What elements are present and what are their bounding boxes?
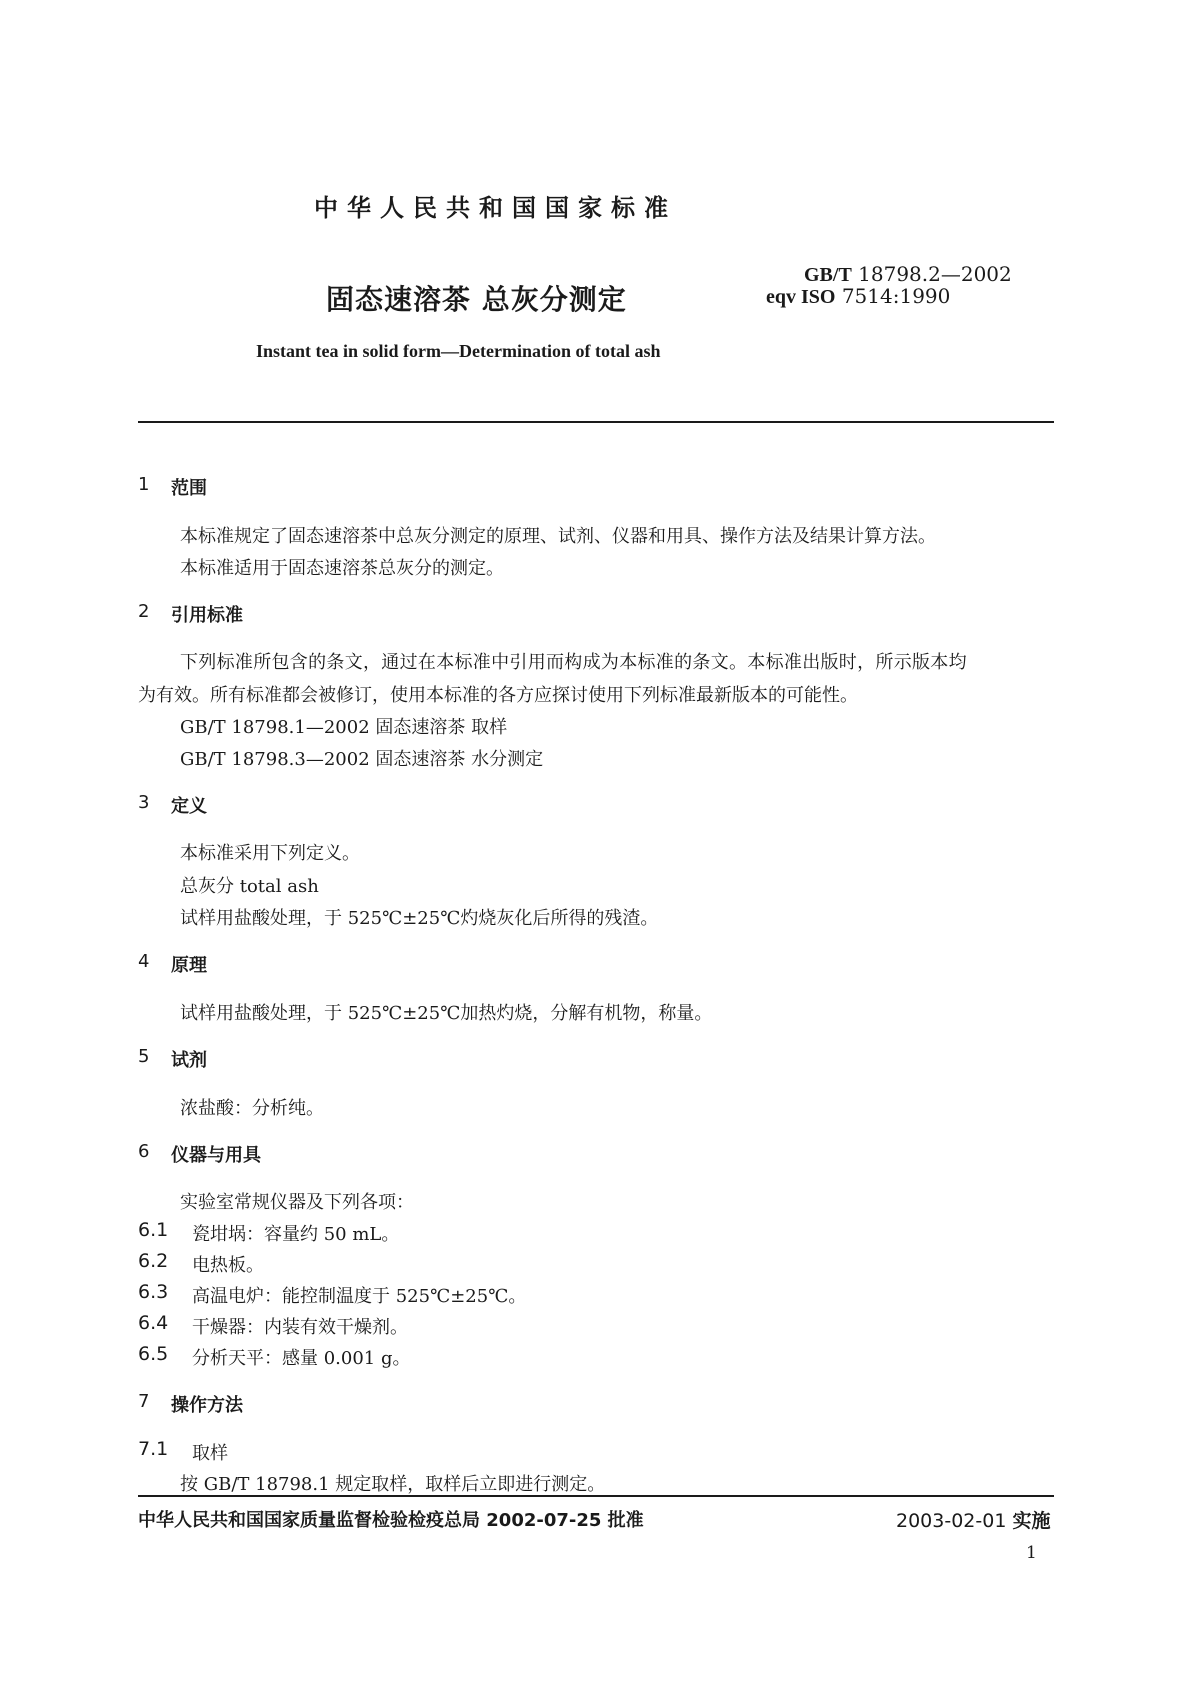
effective-label: 实施 [1012,1510,1051,1532]
section-3-number: 3 [138,792,150,813]
section-5-title: 试剂 [171,1050,207,1071]
standard-code-number: 18798.2—2002 [858,262,1012,286]
section-7-number: 7 [138,1391,150,1412]
equivalent-code-number: 7514:1990 [841,284,951,308]
section-3-paragraph: 本标准采用下列定义。 [180,843,360,864]
section-1-title: 范围 [171,478,207,499]
item-number: 6.5 [138,1343,169,1365]
section-1-paragraph-1: 本标准规定了固态速溶茶中总灰分测定的原理、试剂、仪器和用具、操作方法及结果计算方法。 [180,526,936,547]
equivalent-standard-code [766,284,950,309]
list-item: 瓷坩埚：容量约 50 mL。 [192,1224,400,1245]
list-item: 分析天平：感量 0.001 g。 [192,1348,411,1369]
definition-term: 总灰分 total ash [180,876,319,897]
document-title: 固态速溶茶 总灰分测定 [326,283,627,316]
section-2-title: 引用标准 [171,605,243,626]
footer-divider [138,1495,1054,1497]
section-2-paragraph-line-1: 下列标准所包含的条文，通过在本标准中引用而构成为本标准的条文。本标准出版时，所示版本均 [180,652,967,673]
standard-code-prefix: GB/T [804,264,852,286]
section-5-number: 5 [138,1046,150,1067]
subsection-7-1-number: 7.1 [138,1438,169,1460]
effective-date: 2003-02-01 [896,1510,1007,1532]
section-7-title: 操作方法 [171,1395,243,1416]
section-2-number: 2 [138,601,150,622]
section-6-title: 仪器与用具 [171,1145,261,1166]
definition-text: 试样用盐酸处理，于 525℃±25℃灼烧灰化后所得的残渣。 [180,908,659,929]
section-4-paragraph: 试样用盐酸处理，于 525℃±25℃加热灼烧，分解有机物，称量。 [180,1003,713,1024]
section-5-paragraph: 浓盐酸：分析纯。 [180,1098,324,1119]
national-standard-heading: 中华人民共和国国家标准 [314,194,677,222]
list-item: 高温电炉：能控制温度于 525℃±25℃。 [192,1286,527,1307]
subsection-7-1-paragraph: 按 GB/T 18798.1 规定取样，取样后立即进行测定。 [180,1474,606,1495]
section-6-number: 6 [138,1141,150,1162]
item-number: 6.4 [138,1312,169,1334]
section-4-number: 4 [138,951,150,972]
section-2-paragraph-line-2: 为有效。所有标准都会被修订，使用本标准的各方应探讨使用下列标准最新版本的可能性。 [138,685,858,706]
reference-standard-2: GB/T 18798.3—2002 固态速溶茶 水分测定 [180,749,544,770]
reference-standard-1: GB/T 18798.1—2002 固态速溶茶 取样 [180,717,508,738]
page-number: 1 [1026,1543,1037,1563]
implementation-date [896,1506,1050,1533]
english-title: Instant tea in solid form—Determination of total ash [256,341,661,361]
item-number: 6.1 [138,1219,169,1241]
header-divider [138,421,1054,423]
subsection-7-1-title: 取样 [192,1443,228,1464]
approval-statement: 中华人民共和国国家质量监督检验检疫总局 2002-07-25 批准 [138,1510,644,1531]
equivalent-code-prefix: eqv ISO [766,286,836,308]
section-1-number: 1 [138,474,150,495]
section-1-paragraph-2: 本标准适用于固态速溶茶总灰分的测定。 [180,558,504,579]
list-item: 电热板。 [192,1255,264,1276]
section-3-title: 定义 [171,796,207,817]
list-item: 干燥器：内装有效干燥剂。 [192,1317,408,1338]
section-6-paragraph: 实验室常规仪器及下列各项： [180,1192,414,1213]
item-number: 6.3 [138,1281,169,1303]
item-number: 6.2 [138,1250,169,1272]
section-4-title: 原理 [171,955,207,976]
